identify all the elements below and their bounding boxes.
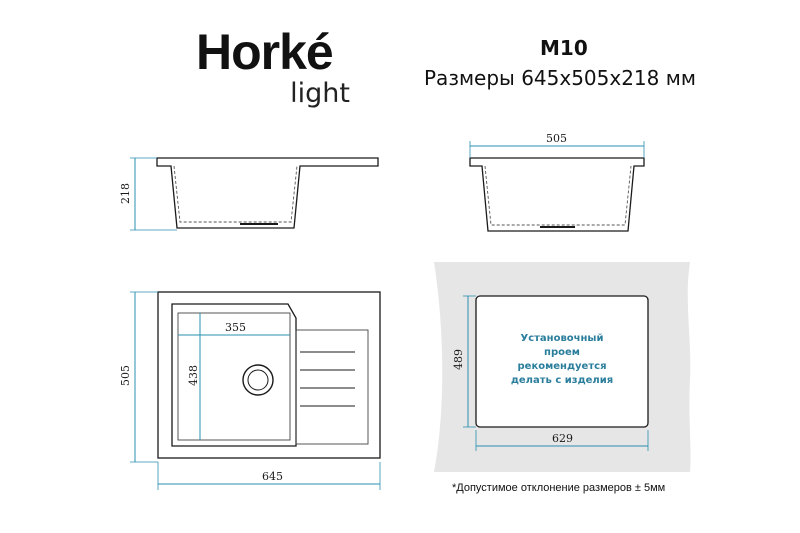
bowl-depth-label: 438 xyxy=(187,365,200,386)
brand-name: Horké xyxy=(196,24,333,80)
cutout-width-label: 629 xyxy=(552,432,573,445)
model-title: M10 xyxy=(540,36,588,60)
side-view-left xyxy=(157,158,378,228)
total-depth-dimension xyxy=(119,292,158,462)
bowl-length-label: 355 xyxy=(225,321,246,334)
cutout-height-label: 489 xyxy=(452,349,465,370)
height-label: 218 xyxy=(119,183,132,204)
drain-inner-icon xyxy=(248,370,268,390)
bowl-depth-dimension xyxy=(187,313,200,440)
front-profile-inner xyxy=(485,166,631,225)
bowl-width-label: 505 xyxy=(546,132,567,145)
total-length-label: 645 xyxy=(262,470,283,483)
front-view xyxy=(470,158,644,231)
cutout-text-line-1: Установочный xyxy=(520,333,604,344)
side-profile-outline xyxy=(157,158,378,228)
cutout-text-line-2: проем xyxy=(544,347,580,358)
dimensions-title: Размеры 645x505x218 мм xyxy=(424,66,696,90)
bowl-width-dimension xyxy=(470,132,644,158)
drainer-area xyxy=(296,330,368,444)
front-profile-outline xyxy=(470,158,644,231)
cutout-text-line-4: делать с изделия xyxy=(510,375,614,386)
brand-subtitle: light xyxy=(290,78,350,109)
cutout-text-line-3: рекомендуется xyxy=(517,361,607,372)
total-depth-label: 505 xyxy=(119,365,132,386)
height-dimension xyxy=(119,158,177,230)
bowl-length-dimension xyxy=(178,321,290,335)
tolerance-note: *Допустимое отклонение размеров ± 5мм xyxy=(452,482,666,494)
side-profile-inner xyxy=(174,166,297,222)
total-length-dimension xyxy=(158,462,380,490)
